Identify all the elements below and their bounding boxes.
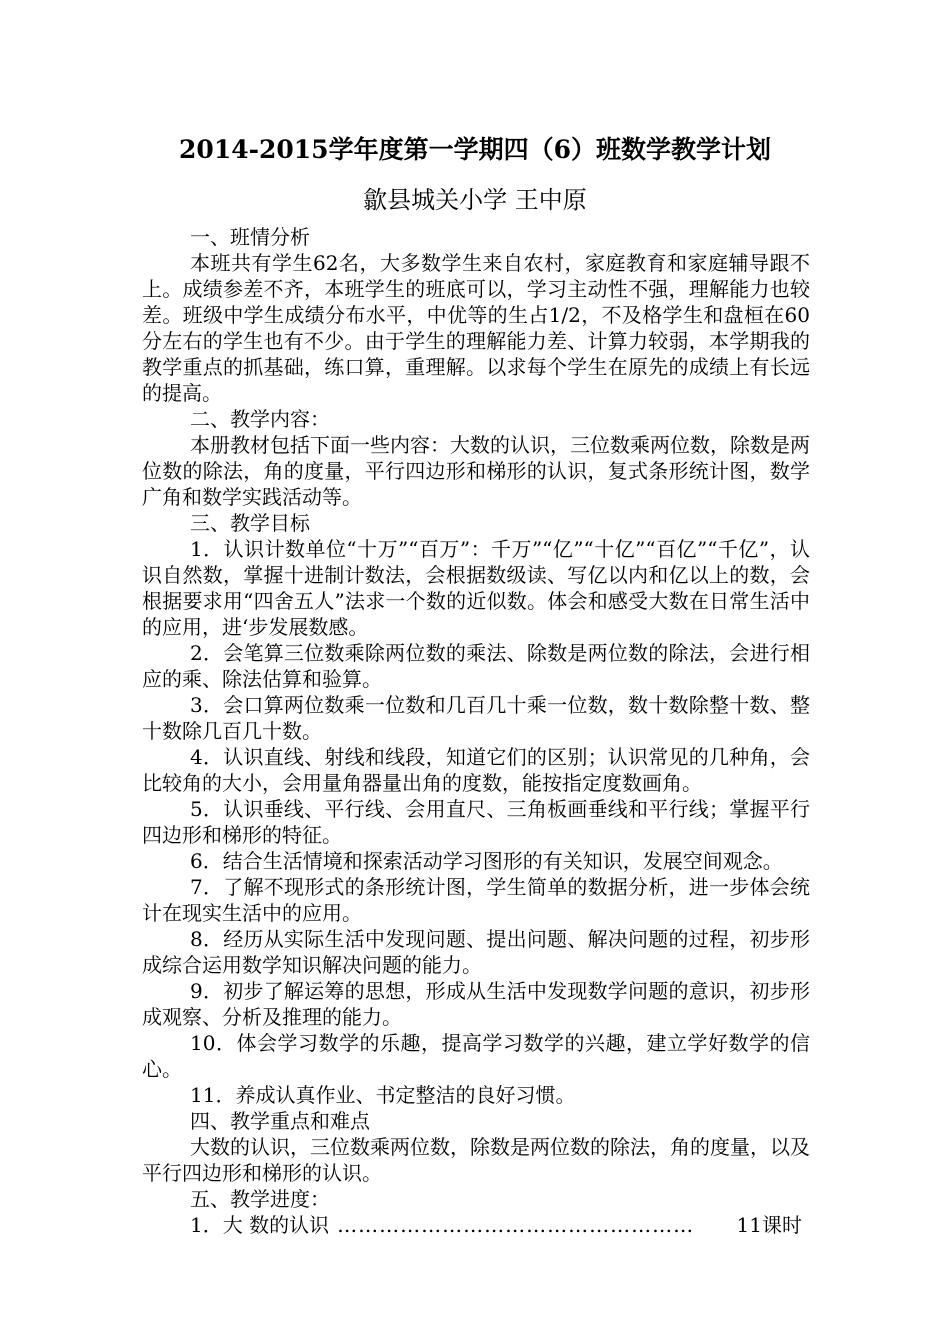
document-body <box>142 224 810 1238</box>
schedule-item: 1．大 数的认识 <box>190 1213 330 1237</box>
goal-item: 9．初步了解运筹的思想，形成从生活中发现数学问题的意识，初步形成观察、分析及推理的能力。 <box>142 979 810 1029</box>
section-heading: 四、教学重点和难点 <box>190 1109 370 1133</box>
goal-item: 8．经历从实际生活中发现问题、提出问题、解决问题的过程，初步形成综合运用数学知识解决问题的能力。 <box>142 927 810 977</box>
schedule-leader-dots: …………………………………………… <box>337 1213 695 1237</box>
goal-item: 10．体会学习数学的乐趣，提高学习数学的兴趣，建立学好数学的信心。 <box>142 1031 810 1081</box>
goal-item: 4．认识直线、射线和线段，知道它们的区别；认识常见的几种角，会比较角的大小，会用量角器量出角的度数，能按指定度数画角。 <box>142 745 810 795</box>
paragraph: 大数的认识，三位数乘两位数，除数是两位数的除法，角的度量，以及平行四边形和梯形的认识。 <box>142 1135 810 1185</box>
author-line: 歙县城关小学 王中原 <box>363 186 587 214</box>
schedule-hours: 11课时 <box>736 1213 802 1237</box>
section-heading: 二、教学内容： <box>190 407 330 431</box>
goal-item: 1．认识计数单位“十万”“百万”：千万”“亿”“十亿”“百亿”“千亿”，认识自然数，掌握十进制计数法，会根据数级读、写亿以内和亿以上的数，会根据要求用“四舍五人”法求一个数的近似数。体会和感受大数在日常生活中的应用，进‘步发展数感。 <box>142 537 810 639</box>
goal-item: 11．养成认真作业、书定整洁的良好习惯。 <box>190 1083 576 1107</box>
section-heading: 一、班情分析 <box>190 225 310 249</box>
paragraph: 本册教材包括下面一些内容：大数的认识，三位数乘两位数，除数是两位数的除法，角的度量，平行四边形和梯形的认识，复式条形统计图，数学广角和数学实践活动等。 <box>142 433 810 509</box>
goal-item: 2．会笔算三位数乘除两位数的乘法、除数是两位数的除法，会进行相应的乘、除法估算和验算。 <box>142 641 810 691</box>
goal-item: 3．会口算两位数乘一位数和几百几十乘一位数，数十数除整十数、整十数除几百几十数。 <box>142 693 810 743</box>
paragraph: 本班共有学生62名，大多数学生来自农村，家庭教育和家庭辅导跟不上。成绩参差不齐，本班学生的班底可以，学习主动性不强，理解能力也较差。班级中学生成绩分布水平，中优等的生占1/2，不及格学生和盘桓在60分左右的学生也有不少。由于学生的理解能力差、计算力较弱，本学期我的教学重点的抓基础，练口算，重理解。以求每个学生在原先的成绩上有长远的提高。 <box>142 251 810 405</box>
document-title: 2014-2015学年度第一学期四（6）班数学教学计划 <box>179 135 771 164</box>
section-heading: 三、教学目标 <box>190 511 310 535</box>
goal-item: 7．了解不现形式的条形统计图，学生简单的数据分析，进一步体会统计在现实生活中的应用。 <box>142 875 810 925</box>
section-heading: 五、教学进度： <box>190 1187 330 1211</box>
schedule-row <box>142 1212 810 1238</box>
goal-item: 5．认识垂线、平行线、会用直尺、三角板画垂线和平行线；掌握平行四边形和梯形的特征。 <box>142 797 810 847</box>
goal-item: 6．结合生活情境和探索活动学习图形的有关知识，发展空间观念。 <box>190 849 783 873</box>
